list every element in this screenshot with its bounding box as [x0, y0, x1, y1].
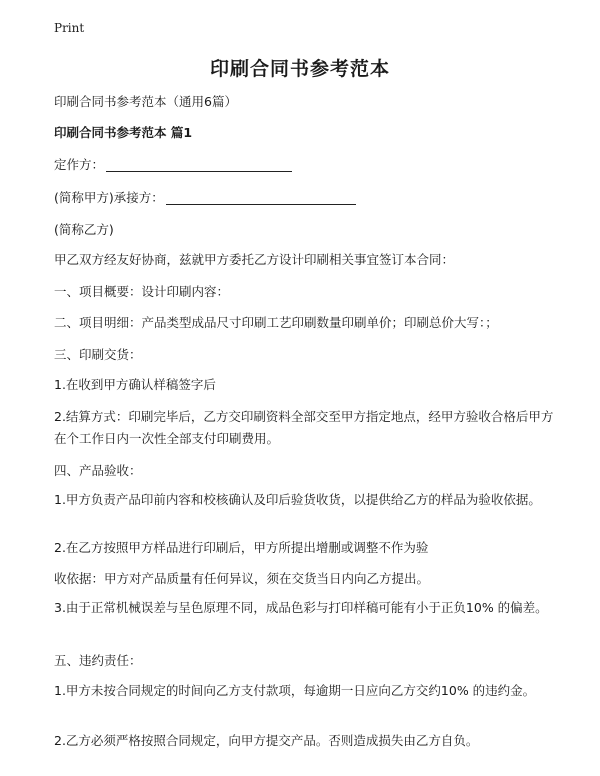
clause-3-item-1: 1.在收到甲方确认样稿签字后 [54, 377, 216, 392]
clause-2: 二、项目明细：产品类型成品尺寸印刷工艺印刷数量印刷单价；印刷总价大写：； [54, 315, 498, 330]
party-b-short: (简称乙方) [54, 222, 114, 237]
party-a-blank-line [106, 157, 292, 172]
clause-3-item-2: 2.结算方式：印刷完毕后，乙方交印刷资料全部交至甲方指定地点，经甲方验收合格后甲方在个工作日内一次性全部支付印刷费用。 [54, 409, 554, 446]
clause-4-item-2: 2.在乙方按照甲方样品进行印刷后，甲方所提出增删或调整不作为验 [54, 540, 429, 555]
print-label: Print [54, 21, 85, 35]
clause-4-item-2-continued: 收依据：甲方对产品质量有任何异议，须在交货当日内向乙方提出。 [54, 571, 430, 586]
document-subtitle: 印刷合同书参考范本（通用6篇） [54, 94, 237, 109]
clause-3-heading: 三、印刷交货： [54, 347, 142, 362]
party-b-blank-line [166, 190, 356, 205]
clause-5-item-1: 1.甲方未按合同规定的时间向乙方支付款项，每逾期一日应向乙方交约10% 的违约金。 [54, 683, 536, 698]
clause-5-heading: 五、违约责任： [54, 653, 142, 668]
clause-4-item-1: 1.甲方负责产品印前内容和校核确认及印后验货收货，以提供给乙方的样品为验收依据。 [54, 492, 541, 507]
document-title: 印刷合同书参考范本 [209, 58, 390, 80]
party-b-row [54, 187, 554, 209]
party-b-label: (简称甲方)承接方： [54, 190, 164, 205]
clause-4-item-3: 3.由于正常机械误差与呈色原理不同，成品色彩与打印样稿可能有小于正负10% 的偏差。 [54, 600, 548, 615]
clause-4-heading: 四、产品验收： [54, 463, 142, 478]
section-heading: 印刷合同书参考范本 篇1 [54, 125, 193, 140]
party-a-label: 定作方： [54, 157, 105, 172]
party-a-row [54, 154, 554, 176]
clause-1: 一、项目概要：设计印刷内容： [54, 284, 230, 299]
clause-5-item-2: 2.乙方必须严格按照合同规定，向甲方提交产品。否则造成损失由乙方自负。 [54, 733, 479, 748]
intro-paragraph: 甲乙双方经友好协商，兹就甲方委托乙方设计印刷相关事宜签订本合同： [54, 252, 455, 267]
